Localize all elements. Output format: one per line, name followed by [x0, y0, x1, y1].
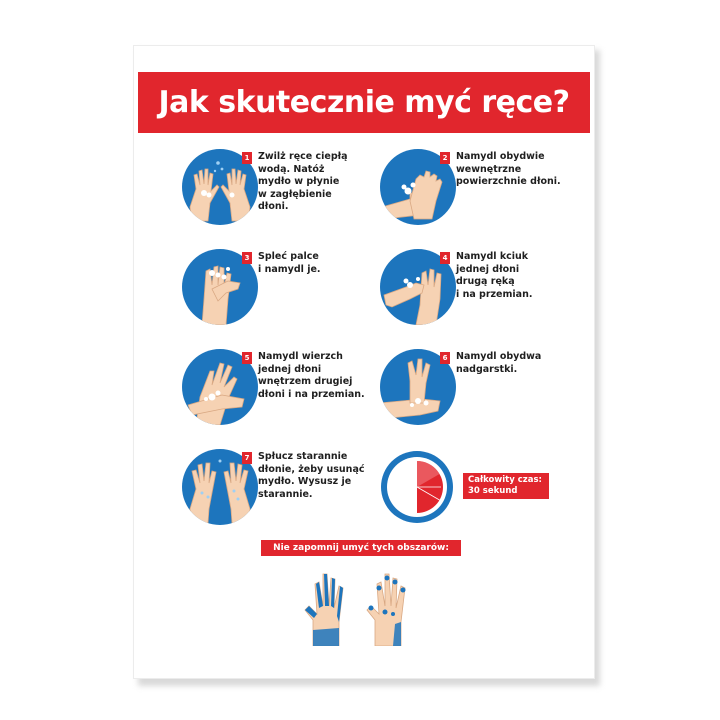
- total-time-title: Całkowity czas:: [468, 475, 542, 485]
- step-4: [380, 249, 590, 331]
- step-number: 4: [440, 252, 450, 264]
- step-2: [380, 149, 590, 231]
- step-7: [182, 449, 392, 531]
- step-number: 1: [242, 152, 252, 164]
- total-time-value: 30 sekund: [468, 486, 518, 496]
- step-3: [182, 249, 392, 331]
- step-1: [182, 149, 392, 231]
- step-number: 2: [440, 152, 450, 164]
- step-text: Namydl kciuk jednej dłoni drugą ręką i na przemian.: [456, 251, 533, 300]
- missed-areas-hands-icon: [299, 566, 419, 646]
- reminder-banner: Nie zapomnij umyć tych obszarów:: [261, 540, 461, 556]
- step-number: 5: [242, 352, 252, 364]
- handwashing-poster: [133, 45, 595, 679]
- stopwatch-icon: [379, 449, 455, 525]
- total-time-label: [463, 473, 549, 499]
- step-text: Zwilż ręce ciepłą wodą. Natóż mydło w płynie w zagłębienie dłoni.: [258, 151, 348, 212]
- poster-title: Jak skutecznie myć ręce?: [138, 72, 590, 133]
- step-text: Spłucz starannie dłonie, żeby usunąć mydło. Wysusz je starannie.: [258, 451, 365, 500]
- step-number: 3: [242, 252, 252, 264]
- step-6: [380, 349, 590, 431]
- step-text: Spleć palce i namydl je.: [258, 251, 321, 275]
- step-5: [182, 349, 392, 431]
- step-number: 7: [242, 452, 252, 464]
- step-text: Namydl obydwa nadgarstki.: [456, 351, 542, 375]
- step-text: Namydl obydwie wewnętrzne powierzchnie dłoni.: [456, 151, 561, 187]
- step-number: 6: [440, 352, 450, 364]
- step-text: Namydl wierzch jednej dłoni wnętrzem drugiej dłoni i na przemian.: [258, 351, 365, 400]
